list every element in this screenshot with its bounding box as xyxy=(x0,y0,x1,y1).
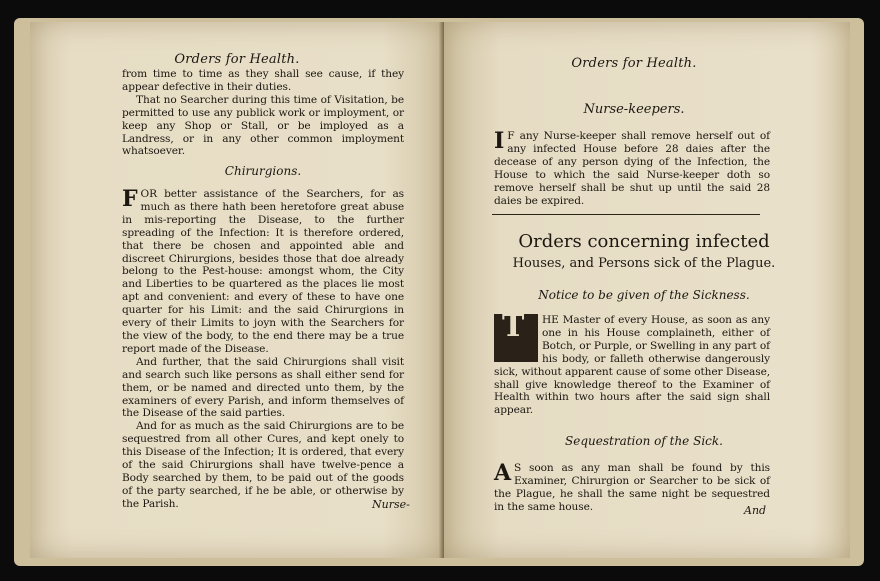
notice-paragraph: HE Master of every House, as soon as any one in his House complaineth, either of Botch, or Purple, or Swelling in any part of his body, or falleth otherwise dangerously sick, without apparent cause of some other Disease, shall give knowledge thereof to the Examiner of Health within two hours after the said sign shall appear. xyxy=(494,314,770,417)
ornamental-drop-cap-t: T xyxy=(494,314,538,362)
section-rule xyxy=(492,214,760,215)
left-catchword: Nurse- xyxy=(372,498,410,511)
chirurgions-section xyxy=(122,188,404,511)
chirurgions-paragraph-3: And for as much as the said Chirurgions are to be sequestred from all other Cures, and kept onely to this Disease of the Infection; It is ordered, that every of the said Chirurgions shall have twelve-pence a Body searched by them, to be paid out of the goods of the party searched, if he be able, or otherwise by the Parish. xyxy=(122,420,404,510)
left-page-body xyxy=(122,68,404,158)
right-running-head: Orders for Health. xyxy=(571,56,697,71)
drop-cap-i: I xyxy=(494,128,505,154)
notice-section xyxy=(494,309,770,417)
main-subtitle: Houses, and Persons sick of the Plague. xyxy=(512,256,776,271)
main-title: Orders concerning infected xyxy=(518,231,770,252)
nurse-keepers-heading: Nurse-keepers. xyxy=(583,102,685,117)
notice-heading: Notice to be given of the Sickness. xyxy=(538,288,750,302)
sequestration-paragraph: S soon as any man shall be found by this Examiner, Chirurgion or Searcher to be sick of the Plague, he shall the same night be sequestred in the same house. xyxy=(494,462,770,513)
sequestration-heading: Sequestration of the Sick. xyxy=(565,434,723,448)
right-catchword: And xyxy=(744,504,767,517)
searcher-paragraph: That no Searcher during this time of Visitation, be permitted to use any publick work or imployment, or keep any Shop or Stall, or be imployed as a Landress, or in any other common imployment whatsoever. xyxy=(122,93,404,158)
left-page xyxy=(30,22,444,558)
sequestration-section xyxy=(494,462,770,514)
nurse-keepers-paragraph: F any Nurse-keeper shall remove herself out of any infected House before 28 daies after the decease of any person dying of the Infection, the House to which the said Nurse-keeper doth so remove herself shall be shut up until the said 28 daies be expired. xyxy=(494,130,770,207)
drop-cap-f: F xyxy=(122,186,138,212)
right-page xyxy=(444,22,850,558)
open-book xyxy=(14,18,864,566)
chirurgions-paragraph-2: And further, that the said Chirurgions shall visit and search such like persons as shall either send for them, or be named and directed unto them, by the examiners of every Parish, and inform themselves of the Disease of the said parties. xyxy=(122,355,404,420)
drop-cap-a: A xyxy=(494,460,511,486)
chirurgions-heading: Chirurgions. xyxy=(224,164,302,178)
chirurgions-paragraph-1: OR better assistance of the Searchers, for as much as there hath been heretofore great abuse in mis-reporting the Disease, to the further spreading of the Infection: It is therefore ordered, that there be chosen and appointed able and discreet Chirurgions, besides those that doe already belong to the Pest-house: amongst whom, the City and Liberties to be quartered as the places lie most apt and convenient: and every of these to have one quarter for his Limit: and the said Chirurgions in every of their Limits to joyn with the Searchers for the view of the body, to the end there may be a true report made of the Disease. xyxy=(122,188,404,355)
left-running-head: Orders for Health. xyxy=(174,52,300,67)
nurse-keepers-section xyxy=(494,130,770,207)
continuation-text: from time to time as they shall see cause, if they appear defective in their duties. xyxy=(122,68,404,93)
